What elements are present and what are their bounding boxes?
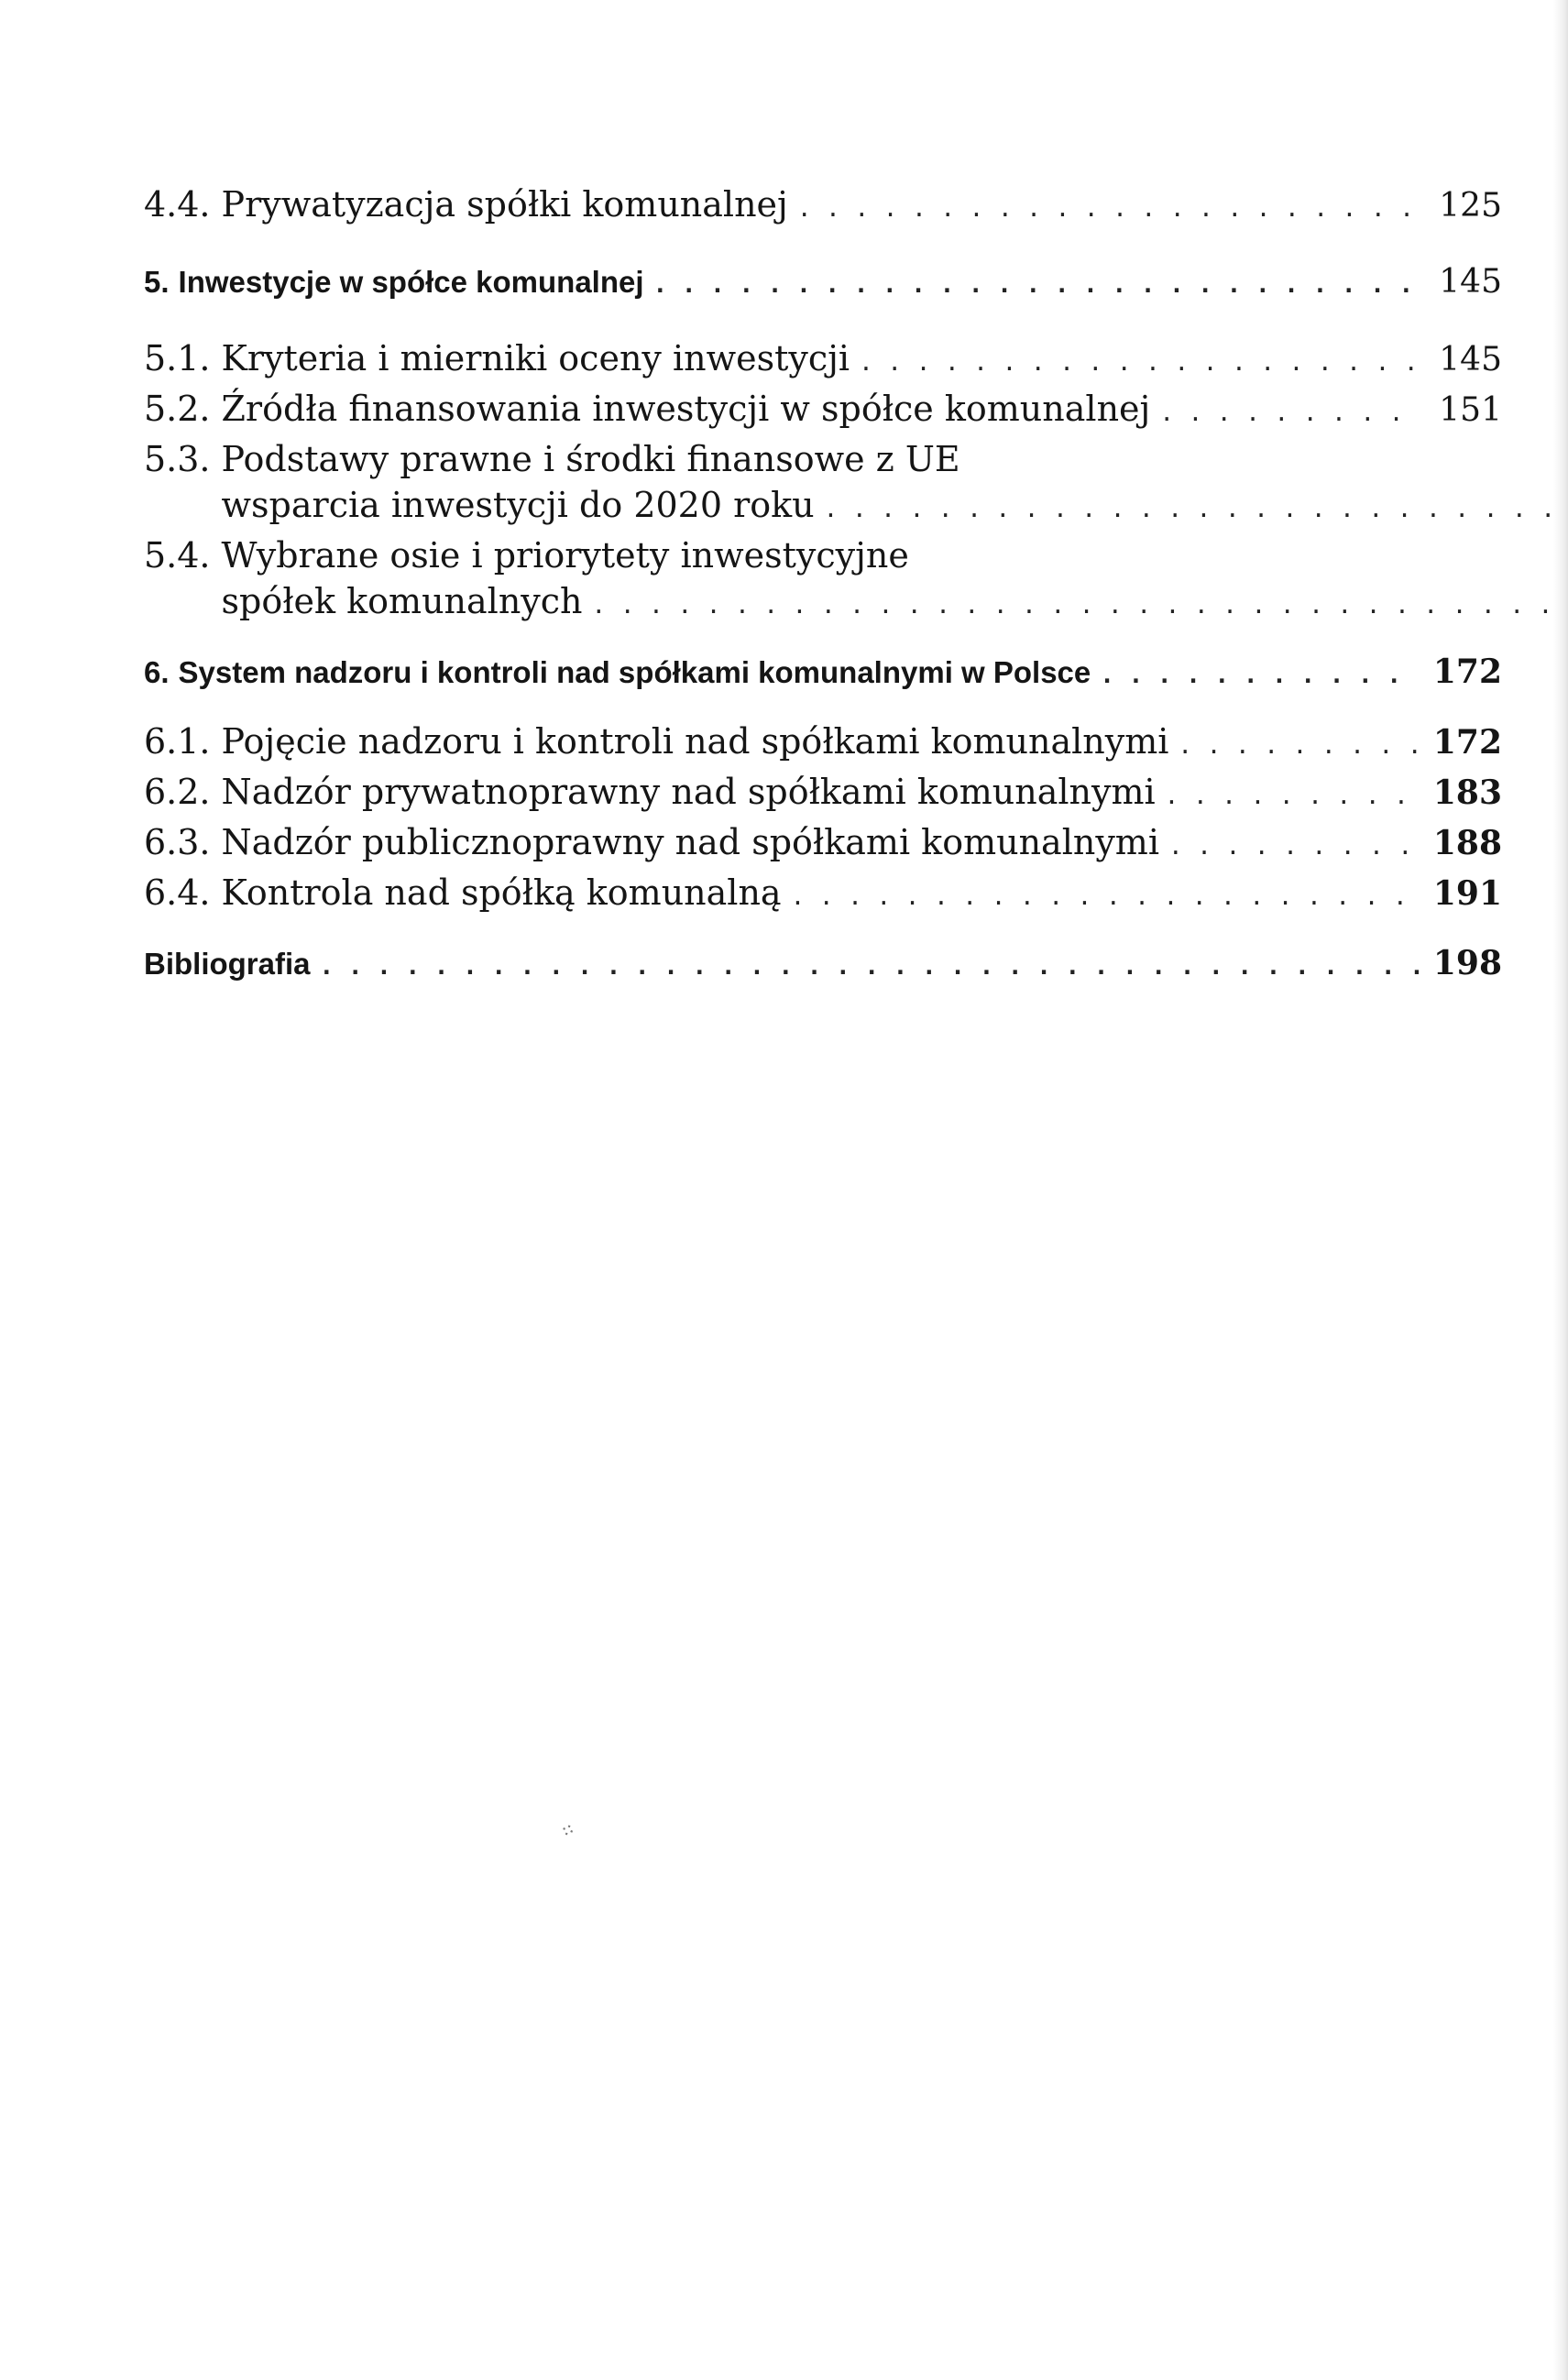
entry-page: 198	[1432, 944, 1502, 982]
entry-number: 6.4.	[144, 872, 211, 913]
entry-title: Prywatyzacja spółki komunalnej	[221, 184, 788, 225]
entry-title: Nadzór publicznoprawny nad spółkami komunalnymi	[221, 822, 1159, 862]
entry-page: 145	[1439, 263, 1502, 301]
dot-leader	[859, 340, 1420, 386]
dot-leader	[1159, 390, 1420, 436]
toc-chapter-6[interactable]	[144, 649, 1502, 698]
entry-title: Źródła finansowania inwestycji w spółce komunalnej	[221, 389, 1151, 429]
toc-entry-5-3[interactable]	[144, 436, 1502, 532]
dot-leader	[797, 186, 1420, 232]
toc-entry-5-1[interactable]	[144, 335, 1502, 386]
dot-leader	[1165, 773, 1420, 819]
entry-page: 172	[1432, 653, 1502, 691]
entry-page: 151	[1439, 391, 1502, 429]
entry-title: Inwestycje w spółce komunalnej	[178, 265, 644, 299]
dot-leader	[1168, 824, 1420, 870]
entry-number: 6.3.	[144, 822, 211, 862]
dot-leader	[1100, 653, 1420, 698]
entry-page: 125	[1439, 187, 1502, 225]
entry-title-line-1: Wybrane osie i priorytety inwestycyjne	[221, 535, 909, 576]
entry-number: 6.2.	[144, 772, 211, 812]
dot-leader	[320, 944, 1420, 990]
dot-leader	[592, 583, 1568, 629]
toc-entry-6-3[interactable]	[144, 819, 1502, 870]
entry-title: Nadzór prywatnoprawny nad spółkami komunalnymi	[221, 772, 1156, 812]
toc-entry-6-4[interactable]	[144, 870, 1502, 920]
entry-number: 4.4.	[144, 184, 211, 225]
entry-title: Kryteria i mierniki oceny inwestycji	[221, 338, 850, 378]
entry-title-line-2: spółek komunalnych	[221, 581, 583, 621]
entry-title: Bibliografia	[144, 947, 311, 981]
entry-page: 183	[1432, 773, 1502, 812]
toc-entry-6-1[interactable]	[144, 718, 1502, 769]
toc-chapter-5[interactable]	[144, 259, 1502, 308]
toc-entry-4-4[interactable]	[144, 181, 1502, 232]
entry-number: 5.3.	[144, 439, 211, 479]
page-edge-shadow	[1553, 0, 1568, 2380]
entry-title-line-2: wsparcia inwestycji do 2020 roku	[221, 485, 815, 525]
entry-number: 5.1.	[144, 338, 211, 378]
dot-leader	[653, 262, 1420, 308]
entry-number: 6.1.	[144, 721, 211, 762]
entry-page: 145	[1439, 341, 1502, 378]
entry-page: 188	[1432, 824, 1502, 862]
entry-number: 6.	[144, 655, 170, 689]
dot-leader	[1178, 723, 1420, 769]
dot-leader	[791, 874, 1420, 920]
entry-number: 5.2.	[144, 389, 211, 429]
toc-entry-5-4[interactable]	[144, 532, 1502, 629]
toc-entry-5-2[interactable]	[144, 386, 1502, 436]
toc-entry-6-2[interactable]	[144, 769, 1502, 819]
toc-bibliography[interactable]	[144, 940, 1502, 990]
table-of-contents	[144, 181, 1502, 990]
entry-page: 172	[1432, 723, 1502, 762]
entry-number: 5.4.	[144, 535, 211, 576]
entry-number: 5.	[144, 265, 170, 299]
entry-title-line-1: Podstawy prawne i środki finansowe z UE	[221, 439, 960, 479]
entry-page: 191	[1432, 874, 1502, 913]
entry-title: System nadzoru i kontroli nad spółkami komunalnymi w Polsce	[178, 655, 1091, 689]
entry-title: Kontrola nad spółką komunalną	[221, 872, 782, 913]
pencil-mark-icon: ⁘	[555, 1818, 584, 1843]
dot-leader	[824, 487, 1568, 532]
entry-title: Pojęcie nadzoru i kontroli nad spółkami komunalnymi	[221, 721, 1169, 762]
